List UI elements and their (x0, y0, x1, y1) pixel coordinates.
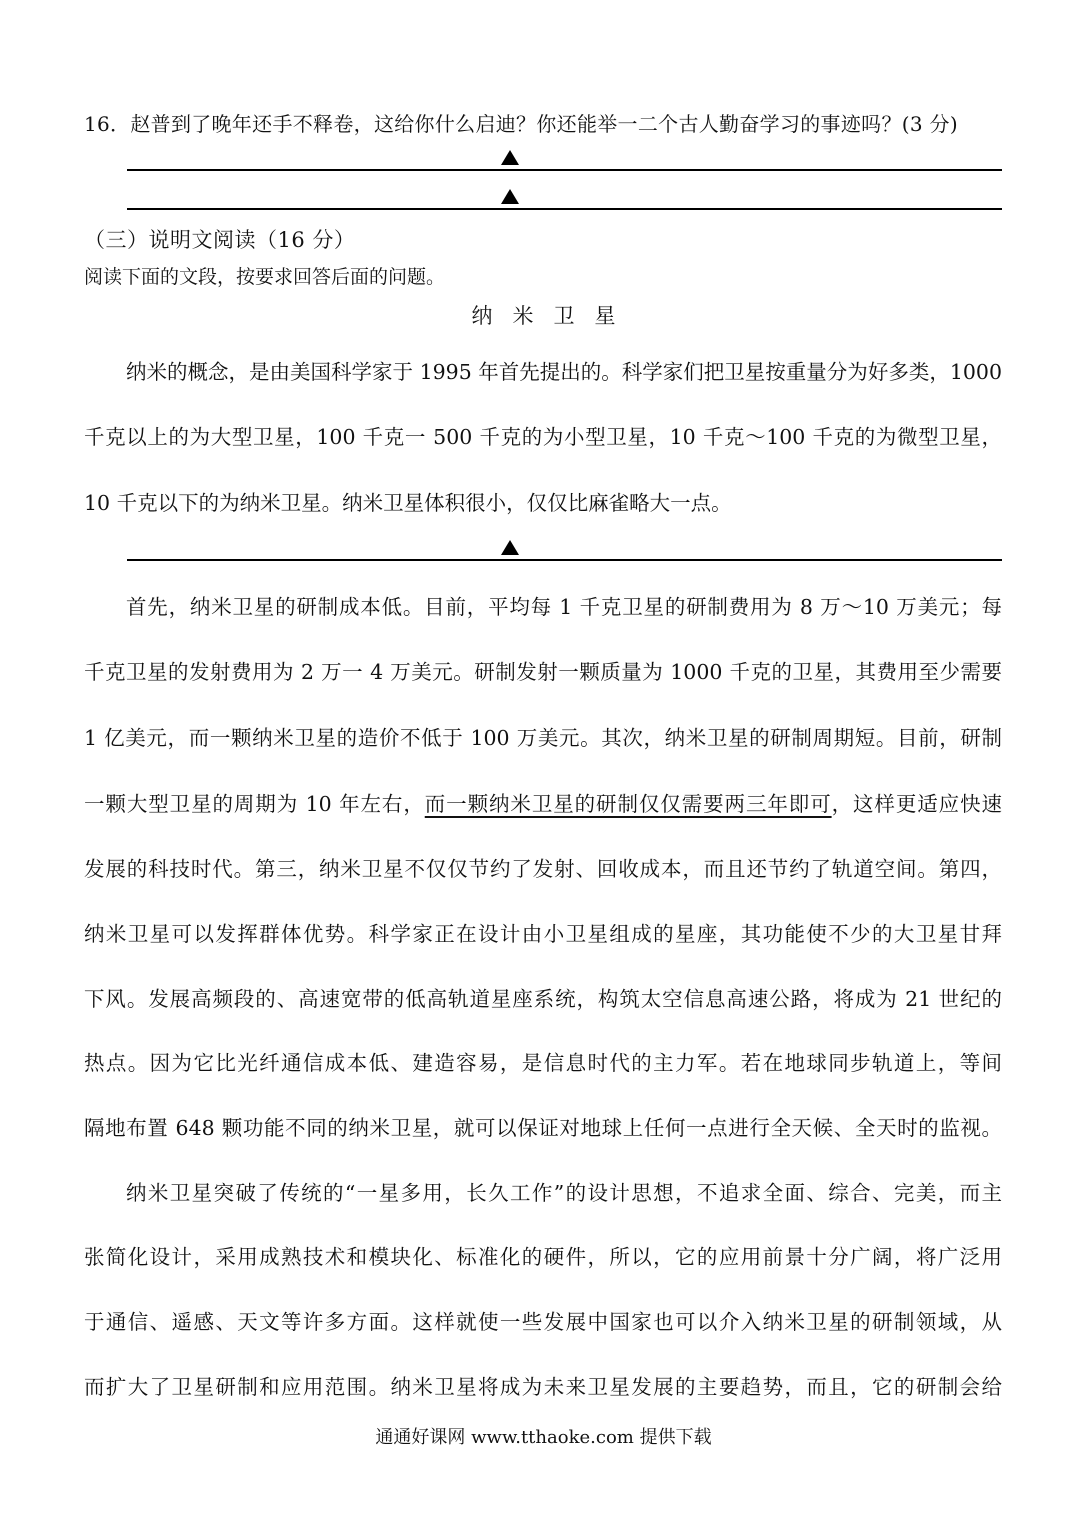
paragraph-line: 纳米卫星可以发挥群体优势。科学家正在设计由小卫星组成的星座，其功能使不少的大卫星甘拜 (84, 922, 1002, 946)
paragraph-line: 首先，纳米卫星的研制成本低。目前，平均每 1 千克卫星的研制费用为 8 万～10 万美元；每 (126, 595, 1002, 619)
question-16: 16．赵普到了晚年还手不释卷，这给你什么启迪？你还能举一二个古人勤奋学习的事迹吗？(3 分) (84, 112, 958, 136)
answer-marker-icon (501, 189, 519, 204)
section-heading: （三）说明文阅读（16 分） (84, 228, 356, 252)
answer-line[interactable] (127, 169, 1002, 171)
text-run: 一颗大型卫星的周期为 10 年左右， (84, 792, 425, 816)
paragraph-line: 千克卫星的发射费用为 2 万一 4 万美元。研制发射一颗质量为 1000 千克的卫星，其费用至少需要 (84, 660, 1002, 684)
answer-line[interactable] (127, 559, 1002, 561)
paragraph-line: 隔地布置 648 颗功能不同的纳米卫星，就可以保证对地球上任何一点进行全天候、全天时的监视。 (84, 1116, 1002, 1140)
article-title: 纳米卫星 (471, 304, 636, 328)
answer-marker-icon (501, 150, 519, 165)
page-footer: 通通好课网 www.tthaoke.com 提供下载 (375, 1427, 712, 1448)
paragraph-line: 发展的科技时代。第三，纳米卫星不仅仅节约了发射、回收成本，而且还节约了轨道空间。第四， (84, 857, 1002, 881)
underlined-sentence: 而一颗纳米卫星的研制仅仅需要两三年即可 (424, 792, 832, 816)
paragraph-line: 热点。因为它比光纤通信成本低、建造容易，是信息时代的主力军。若在地球同步轨道上，等间 (84, 1051, 1002, 1075)
paragraph-line: 1 亿美元，而一颗纳米卫星的造价不低于 100 万美元。其次，纳米卫星的研制周期短。目前，研制 (84, 726, 1002, 750)
paragraph-line: 张简化设计，采用成熟技术和模块化、标准化的硬件，所以，它的应用前景十分广阔，将广泛用 (84, 1245, 1002, 1269)
paragraph-line (84, 787, 1002, 817)
instruction-text: 阅读下面的文段，按要求回答后面的问题。 (84, 266, 446, 288)
paragraph-line: 而扩大了卫星研制和应用范围。纳米卫星将成为未来卫星发展的主要趋势，而且，它的研制会给 (84, 1375, 1002, 1399)
paragraph-line: 纳米的概念，是由美国科学家于 1995 年首先提出的。科学家们把卫星按重量分为好多类，1000 (126, 360, 1002, 384)
paragraph-line: 下风。发展高频段的、高速宽带的低高轨道星座系统，构筑太空信息高速公路，将成为 21 世纪的 (84, 987, 1002, 1011)
paragraph-line: 10 千克以下的为纳米卫星。纳米卫星体积很小，仅仅比麻雀略大一点。 (84, 491, 732, 515)
paragraph-line: 于通信、遥感、天文等许多方面。这样就使一些发展中国家也可以介入纳米卫星的研制领域，从 (84, 1310, 1002, 1334)
answer-marker-icon (501, 540, 519, 555)
text-run: ，这样更适应快速 (831, 792, 1003, 816)
paragraph-line: 千克以上的为大型卫星，100 千克一 500 千克的为小型卫星，10 千克～100 千克的为微型卫星， (84, 425, 1002, 449)
answer-line[interactable] (127, 208, 1002, 210)
paragraph-line: 纳米卫星突破了传统的“一星多用，长久工作”的设计思想，不追求全面、综合、完美，而主 (126, 1181, 1002, 1205)
